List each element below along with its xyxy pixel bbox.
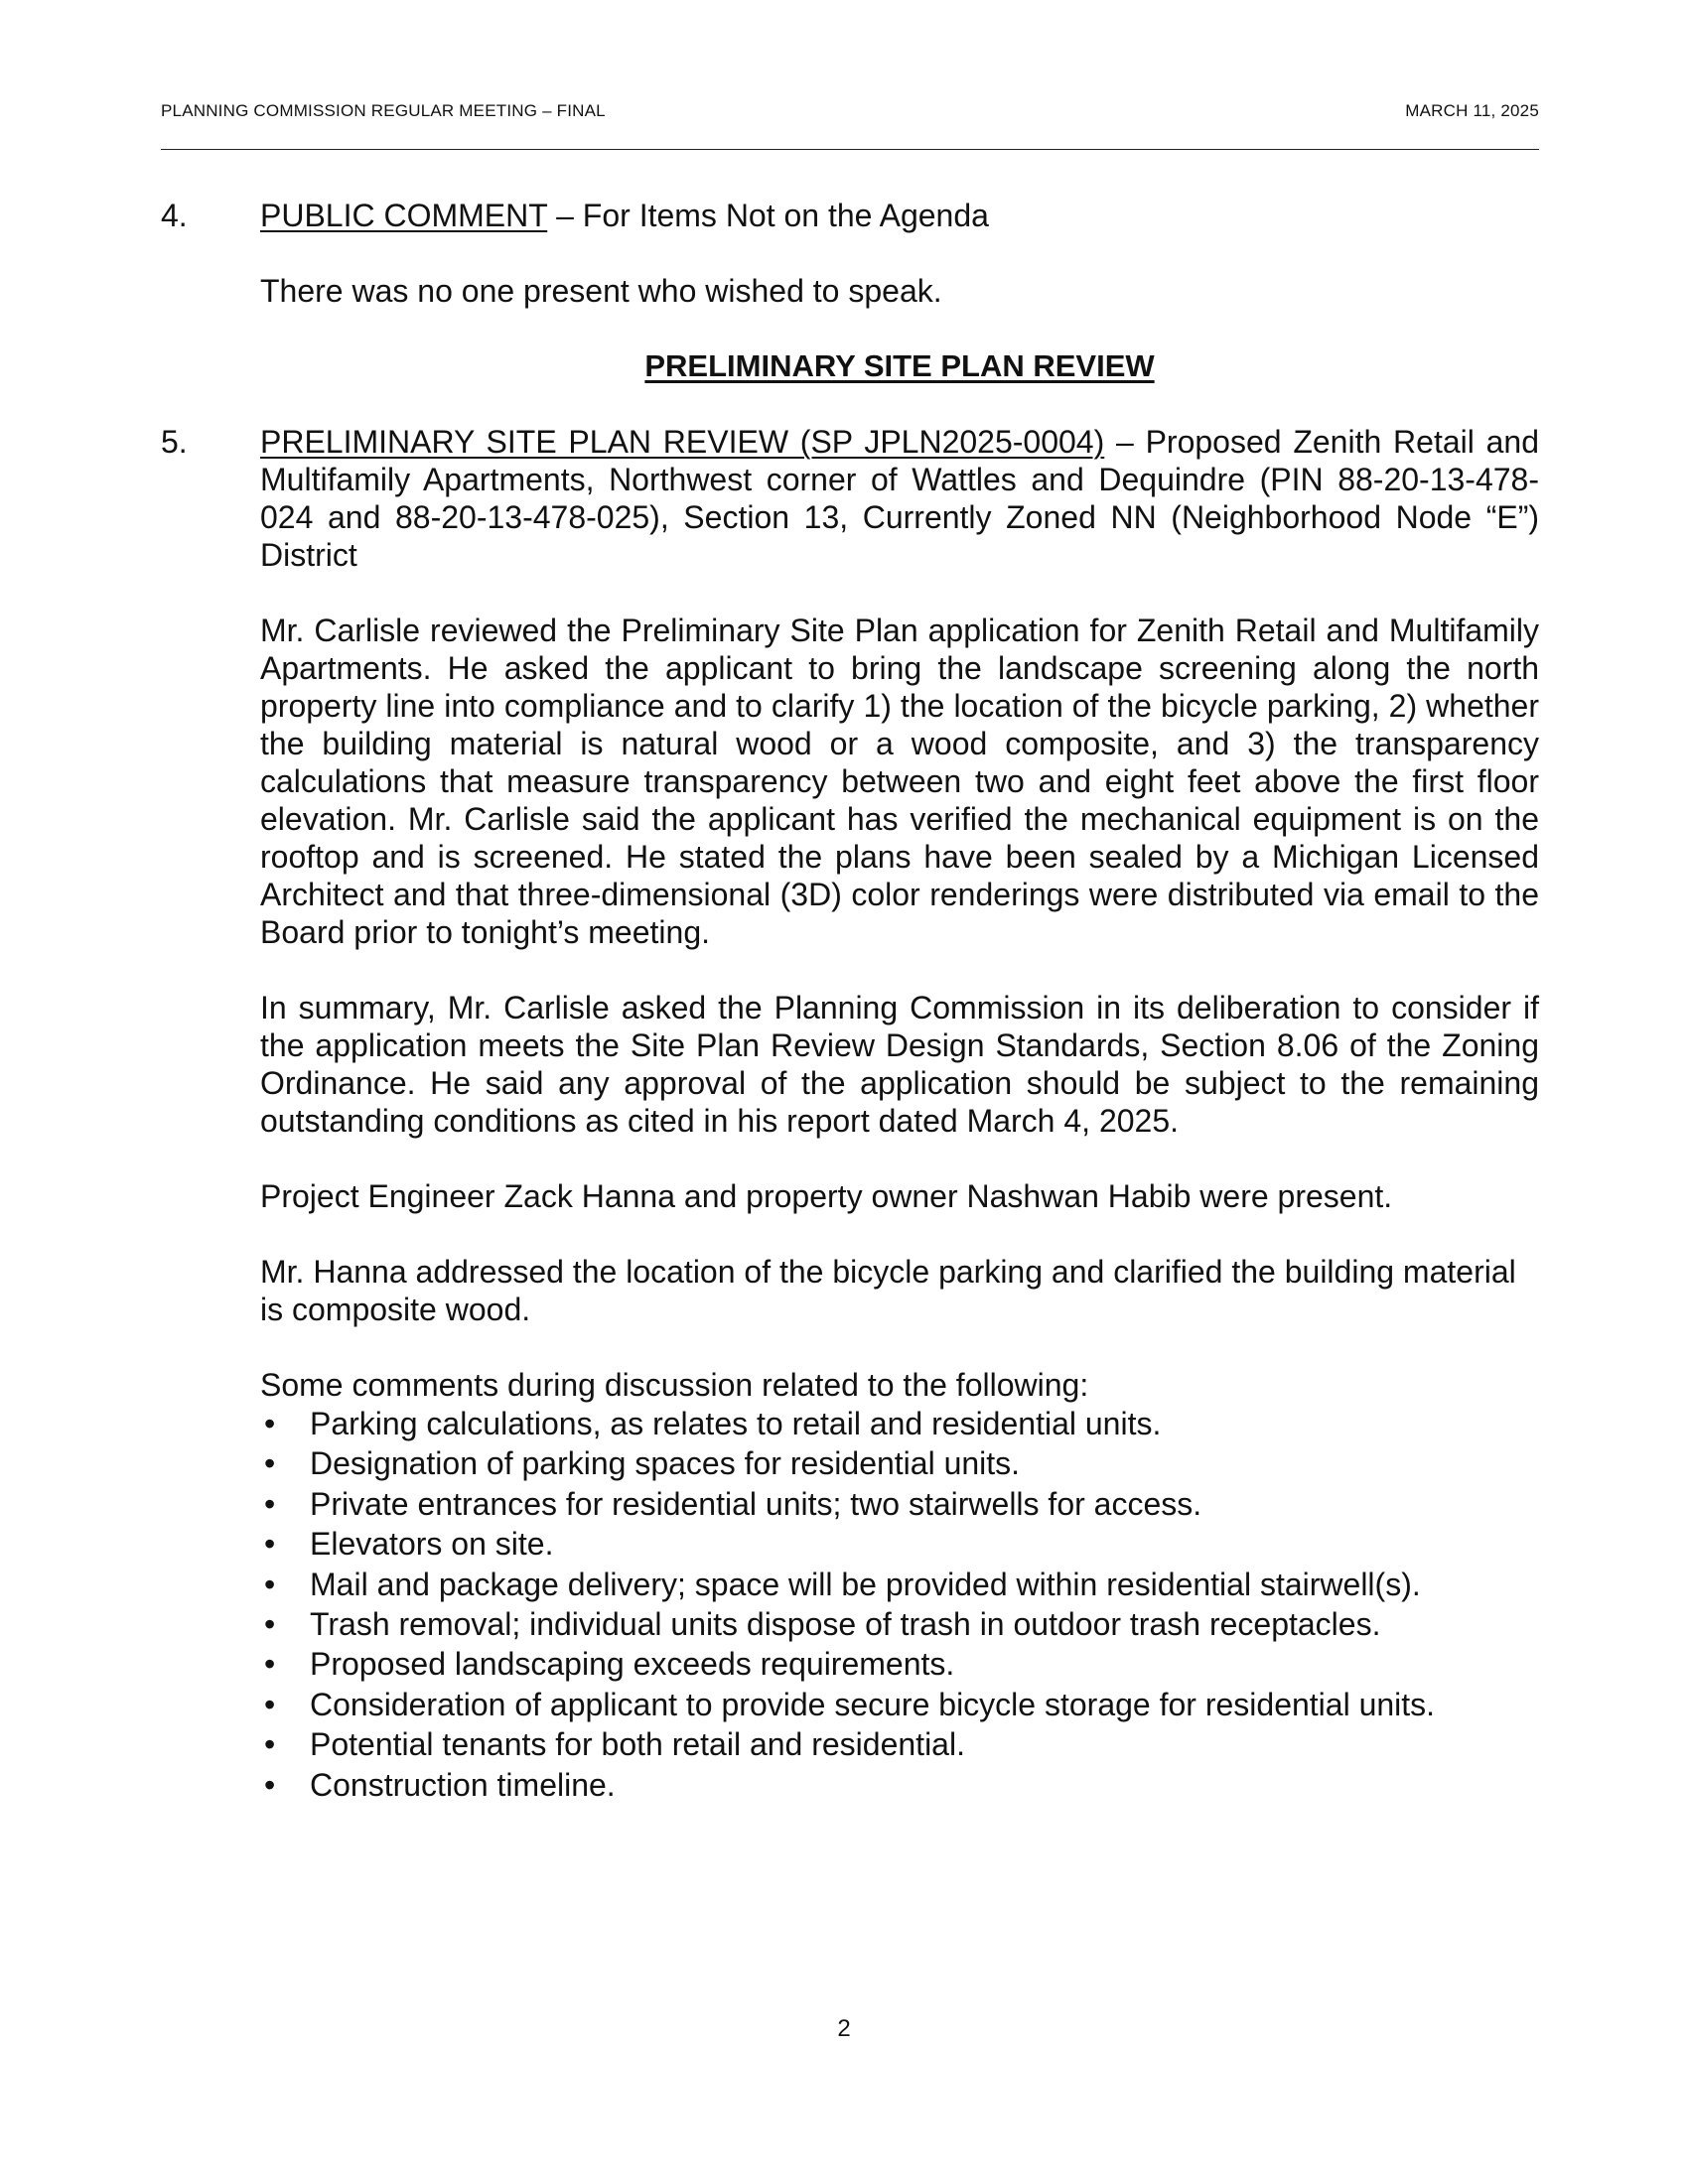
bullet-icon: • (264, 1566, 276, 1602)
discussion-bullet-item (260, 1645, 1539, 1685)
discussion-bullet-item (260, 1405, 1539, 1444)
discussion-bullet-text: Trash removal; individual units dispose of trash in outdoor trash receptacles. (310, 1605, 1381, 1642)
item-4-number: 4. (161, 198, 188, 233)
bullet-icon: • (264, 1406, 276, 1441)
discussion-bullet-text: Parking calculations, as relates to retail and residential units. (310, 1406, 1162, 1441)
discussion-bullet-text: Elevators on site. (310, 1526, 554, 1563)
item-5-paragraph-4: Mr. Hanna addressed the location of the bicycle parking and clarified the building material is composite wood. (260, 1254, 1516, 1327)
discussion-bullet-item (260, 1444, 1539, 1484)
discussion-bullet-text: Private entrances for residential units; two stairwells for access. (310, 1485, 1202, 1522)
discussion-bullet-item (260, 1525, 1539, 1565)
discussion-bullet-item (260, 1686, 1539, 1725)
discussion-bullet-item (260, 1725, 1539, 1765)
item-4-heading (260, 197, 1539, 234)
bullet-icon: • (264, 1485, 276, 1522)
discussion-bullet-text: Construction timeline. (310, 1766, 616, 1803)
discussion-bullet-text: Designation of parking spaces for residential units. (310, 1445, 1021, 1482)
item-5-heading (260, 423, 1539, 574)
item-5-paragraph-2: In summary, Mr. Carlisle asked the Planning Commission in its deliberation to consider if the application meets the Site Plan Review Design Standards, Section 8.06 of the Zoning Ordinance. He said any approval of the application should be subject to the remaining outstanding conditions as cited in his report dated March 4, 2025. (260, 990, 1539, 1139)
page-number: 2 (837, 2015, 851, 2042)
header-divider (161, 149, 1539, 150)
bullet-icon: • (264, 1686, 276, 1722)
item-4-title: PUBLIC COMMENT (260, 198, 548, 233)
item-4-paragraph: There was no one present who wished to speak. (260, 273, 942, 309)
item-4-title-rest: – For Items Not on the Agenda (547, 198, 989, 233)
item-5-number: 5. (161, 424, 188, 460)
bullet-icon: • (264, 1526, 276, 1563)
bullet-icon: • (264, 1605, 276, 1642)
item-5-paragraph-1: Mr. Carlisle reviewed the Preliminary Site Plan application for Zenith Retail and Multifamily Apartments. He asked the applicant to bring the landscape screening along the north property line into compliance and to clarify 1) the location of the bicycle parking, 2) whether the building material is natural wood or a wood composite, and 3) the transparency calculations that measure transparency between two and eight feet above the first floor elevation. Mr. Carlisle said the applicant has verified the mechanical equipment is on the rooftop and is screened. He stated the plans have been sealed by a Michigan Licensed Architect and that three-dimensional (3D) color renderings were distributed via email to the Board prior to tonight’s meeting. (260, 613, 1539, 950)
item-5-title: PRELIMINARY SITE PLAN REVIEW (SP JPLN2025-0004) (260, 424, 1105, 460)
discussion-bullet-text: Potential tenants for both retail and residential. (310, 1726, 965, 1763)
discussion-bullets (260, 1405, 1539, 1806)
section-heading: PRELIMINARY SITE PLAN REVIEW (644, 348, 1155, 383)
header-meeting-date: MARCH 11, 2025 (1405, 101, 1539, 120)
item-5-title-rest: – Proposed Zenith Retail and Multifamily Apartments, Northwest corner of Wattles and Dequindre (PIN 88-20-13-478-024 and 88-20-13-478-025), Section 13, Currently Zoned NN (Neighborhood Node “E”) District (260, 424, 1540, 573)
bullet-icon: • (264, 1766, 276, 1803)
discussion-bullet-item (260, 1766, 1539, 1806)
discussion-bullet-item (260, 1566, 1539, 1605)
discussion-list (260, 1405, 1539, 1806)
bullet-icon: • (264, 1445, 276, 1482)
bullet-icon: • (264, 1726, 276, 1763)
discussion-bullet-item (260, 1485, 1539, 1525)
header-meeting-title: PLANNING COMMISSION REGULAR MEETING – FINAL (161, 101, 606, 120)
item-5-paragraph-3: Project Engineer Zack Hanna and property owner Nashwan Habib were present. (260, 1178, 1393, 1214)
discussion-bullet-text: Proposed landscaping exceeds requirements. (310, 1646, 955, 1683)
discussion-bullet-text: Consideration of applicant to provide secure bicycle storage for residential units. (310, 1686, 1436, 1722)
discussion-intro: Some comments during discussion related to the following: (260, 1367, 1089, 1403)
discussion-bullet-text: Mail and package delivery; space will be provided within residential stairwell(s). (310, 1566, 1421, 1602)
discussion-bullet-item (260, 1605, 1539, 1645)
bullet-icon: • (264, 1646, 276, 1683)
